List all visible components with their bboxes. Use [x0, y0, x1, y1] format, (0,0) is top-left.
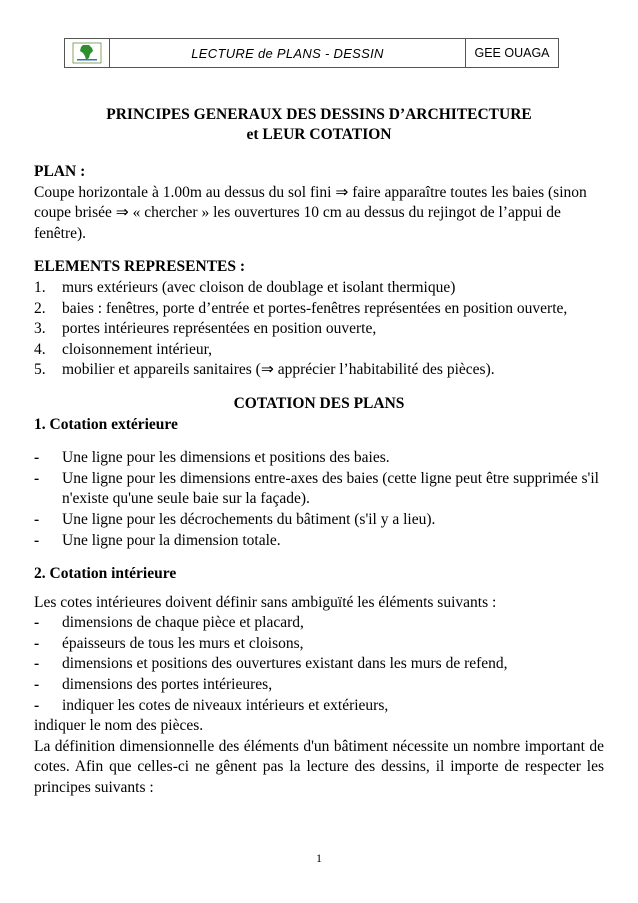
cotation-interieure-heading: 2. Cotation intérieure: [34, 565, 177, 583]
page-header: [64, 38, 559, 68]
list-item: [34, 696, 604, 717]
list-item: [34, 448, 604, 469]
list-text: dimensions et positions des ouvertures existant dans les murs de refend,: [62, 655, 508, 673]
cotation-interieure-after: indiquer le nom des pièces.: [34, 717, 204, 735]
plan-text: Coupe horizontale à 1.00m au dessus du sol fini ⇒ faire apparaître toutes les baies (sinon coupe brisée ⇒ « chercher » les ouvertures 10 cm au dessus du rejingot de l’appui de fenêtre).: [34, 183, 587, 242]
closing-paragraph: La définition dimensionnelle des éléments d'un bâtiment nécessite un nombre important de cotes. Afin que celles-ci ne gênent pas la lecture des dessins, il importe de respecter les principes suivants :: [34, 737, 604, 797]
list-number: 2.: [34, 299, 46, 317]
list-dash: -: [34, 676, 40, 694]
list-item: [34, 613, 604, 634]
cotation-heading: COTATION DES PLANS: [233, 394, 405, 412]
list-dash: -: [34, 510, 40, 528]
page-title: [0, 105, 638, 145]
list-item: [34, 319, 604, 340]
plan-heading: PLAN :: [34, 163, 86, 180]
document-body: [34, 162, 604, 799]
list-text: épaisseurs de tous les murs et cloisons,: [62, 634, 304, 652]
list-item: [34, 360, 604, 381]
list-dash: -: [34, 449, 40, 467]
list-item: [34, 469, 604, 510]
list-text: indiquer les cotes de niveaux intérieurs et extérieurs,: [62, 696, 389, 714]
page-number: 1: [316, 851, 322, 865]
page-title-line2: et LEUR COTATION: [246, 126, 392, 143]
list-text: murs extérieurs (avec cloison de doublage et isolant thermique): [62, 278, 456, 296]
list-number: 4.: [34, 340, 46, 358]
list-number: 1.: [34, 278, 46, 296]
list-number: 5.: [34, 361, 46, 379]
list-dash: -: [34, 634, 40, 652]
header-school: GEE OUAGA: [465, 39, 558, 67]
cotation-exterieure-heading: 1. Cotation extérieure: [34, 415, 178, 433]
header-title: LECTURE de PLANS - DESSIN: [191, 45, 384, 61]
list-item: [34, 340, 604, 361]
list-dash: -: [34, 614, 40, 632]
list-item: [34, 510, 604, 531]
list-number: 3.: [34, 320, 46, 338]
organization-logo: [65, 39, 110, 67]
list-item: [34, 675, 604, 696]
list-dash: -: [34, 469, 40, 487]
list-dash: -: [34, 696, 40, 714]
list-item: [34, 531, 604, 552]
list-dash: -: [34, 531, 40, 549]
page-title-line1: PRINCIPES GENERAUX DES DESSINS D’ARCHITECTURE: [106, 106, 532, 123]
list-text: Une ligne pour les dimensions entre-axes des baies (cette ligne peut être supprimée s'il n'existe qu'une seule baie sur la façade).: [62, 469, 599, 508]
elements-heading: ELEMENTS REPRESENTES :: [34, 258, 246, 276]
list-item: [34, 654, 604, 675]
list-text: Une ligne pour la dimension totale.: [62, 531, 281, 549]
list-text: portes intérieures représentées en position ouverte,: [62, 320, 377, 338]
list-text: dimensions des portes intérieures,: [62, 676, 273, 694]
list-text: Une ligne pour les décrochements du bâtiment (s'il y a lieu).: [62, 510, 436, 528]
list-item: [34, 634, 604, 655]
list-text: Une ligne pour les dimensions et positions des baies.: [62, 449, 390, 467]
africa-map-icon: [72, 42, 102, 64]
cotation-interieure-intro: Les cotes intérieures doivent définir sans ambiguïté les éléments suivants :: [34, 593, 497, 611]
list-dash: -: [34, 655, 40, 673]
list-item: [34, 278, 604, 299]
list-text: baies : fenêtres, porte d’entrée et portes-fenêtres représentées en position ouverte,: [62, 299, 568, 317]
list-text: cloisonnement intérieur,: [62, 340, 213, 358]
list-text: mobilier et appareils sanitaires (⇒ apprécier l’habitabilité des pièces).: [62, 361, 495, 379]
list-item: [34, 299, 604, 320]
list-text: dimensions de chaque pièce et placard,: [62, 614, 304, 632]
